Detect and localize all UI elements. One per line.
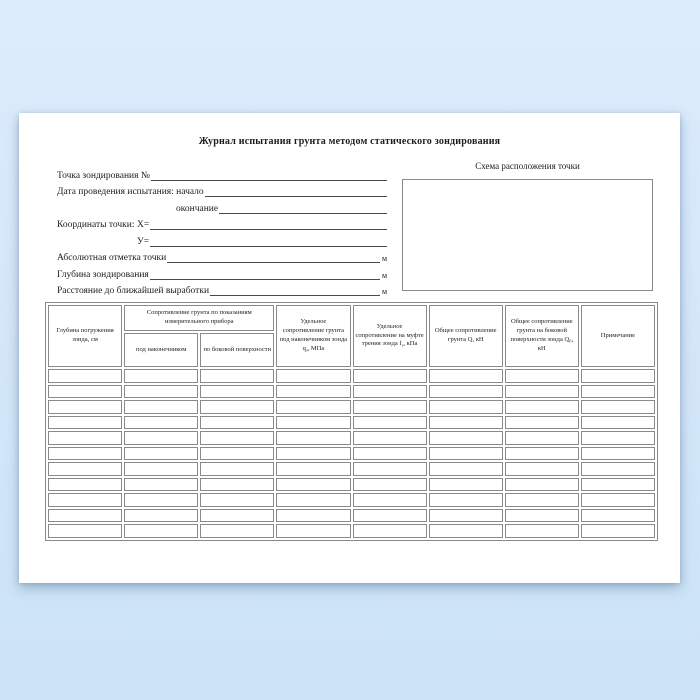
field-row-sounding-depth (57, 264, 387, 281)
table-cell (581, 369, 655, 383)
header-text: Удельное сопротивление на муфте трения зонда f (355, 322, 424, 348)
field-unit: м (381, 287, 387, 296)
table-cell (429, 385, 503, 399)
table-cell (353, 400, 427, 414)
table-row (48, 400, 655, 414)
table-cell (505, 524, 579, 538)
table-row (48, 416, 655, 430)
header-text: , кН (537, 336, 574, 352)
table-cell (353, 369, 427, 383)
header-depth: Глубина погружения зонда, см (48, 305, 122, 367)
table-cell (276, 524, 350, 538)
table-cell (581, 400, 655, 414)
field-label: Дата проведения испытания: начало (57, 187, 204, 197)
table-cell (505, 493, 579, 507)
header-text: Удельное сопротивление грунта под наконечником зонда q (279, 318, 348, 352)
table-cell (200, 462, 274, 476)
header-side-surface: по боковой поверхности (200, 333, 274, 367)
scheme-title: Схема расположения точки (475, 161, 580, 171)
table-body (48, 369, 655, 538)
subscript: з (401, 342, 404, 348)
header-under-tip: под наконечником (124, 333, 198, 367)
table-cell (48, 369, 122, 383)
table-cell (429, 493, 503, 507)
table-cell (124, 524, 198, 538)
header-specific-tip-resistance (276, 305, 350, 367)
table-cell (124, 509, 198, 523)
table-cell (124, 431, 198, 445)
field-blank-line (150, 236, 387, 247)
subscript: з (305, 347, 308, 353)
table-cell (353, 509, 427, 523)
field-unit: м (381, 270, 387, 280)
subscript: б (569, 338, 572, 344)
table-cell (505, 447, 579, 461)
scheme-box (402, 179, 653, 291)
field-blank-line (219, 203, 387, 214)
table-cell (581, 509, 655, 523)
field-blank-line (150, 269, 380, 280)
field-label: Расстояние до ближайшей выработки (57, 286, 210, 296)
header-text: Общее сопротивление грунта на боковой поверхности зонда Q (510, 318, 573, 343)
field-label: окончание (176, 203, 219, 214)
field-unit: м (381, 254, 387, 263)
table-cell (353, 524, 427, 538)
field-variable: У= (137, 236, 150, 247)
table-cell (200, 478, 274, 492)
field-label: Точка зондирования № (57, 170, 150, 181)
table-row (48, 478, 655, 492)
table-cell (505, 400, 579, 414)
table-cell (48, 416, 122, 430)
header-side-surface-resistance (505, 305, 579, 367)
table-cell (200, 416, 274, 430)
table-cell (124, 462, 198, 476)
table-cell (505, 369, 579, 383)
table-cell (124, 478, 198, 492)
field-row-coordinate-x (57, 215, 387, 232)
table-cell (505, 385, 579, 399)
header-total-resistance: Общее сопротивление грунта Q, кН (429, 305, 503, 367)
table-cell (48, 493, 122, 507)
table-cell (276, 462, 350, 476)
table-cell (505, 509, 579, 523)
table-cell (276, 431, 350, 445)
table-row (48, 447, 655, 461)
table-cell (505, 431, 579, 445)
table-row (48, 509, 655, 523)
table-cell (353, 385, 427, 399)
field-row-date-start (57, 182, 387, 199)
table-cell (581, 385, 655, 399)
table-cell (429, 478, 503, 492)
table-cell (276, 493, 350, 507)
table-cell (48, 509, 122, 523)
table-row (48, 385, 655, 399)
table-cell (429, 369, 503, 383)
table-cell (276, 400, 350, 414)
table-row (48, 431, 655, 445)
table-cell (48, 447, 122, 461)
table-cell (200, 431, 274, 445)
table-cell (353, 478, 427, 492)
table-cell (200, 385, 274, 399)
table-cell (124, 493, 198, 507)
table-cell (353, 462, 427, 476)
table-cell (505, 478, 579, 492)
table-cell (581, 478, 655, 492)
table-cell (353, 447, 427, 461)
table-cell (429, 462, 503, 476)
table-cell (124, 447, 198, 461)
table-cell (581, 431, 655, 445)
table-row (48, 524, 655, 538)
field-label: Координаты точки: (57, 220, 135, 230)
document-title: Журнал испытания грунта методом статического зондирования (198, 136, 501, 147)
field-row-date-end (57, 198, 387, 215)
table-cell (429, 447, 503, 461)
header-text: , МПа (307, 344, 325, 352)
field-row-coordinate-y (57, 231, 387, 248)
table-cell (429, 524, 503, 538)
table-header (48, 305, 655, 367)
table-cell (429, 509, 503, 523)
field-blank-line (205, 186, 387, 197)
field-blank-line (151, 170, 387, 181)
header-note: Примечание (581, 305, 655, 367)
table-cell (48, 431, 122, 445)
table-cell (48, 524, 122, 538)
table-row (48, 493, 655, 507)
table-row (48, 462, 655, 476)
field-blank-line (210, 285, 380, 296)
table-cell (124, 385, 198, 399)
table-cell (48, 462, 122, 476)
table-cell (276, 478, 350, 492)
table-cell (429, 416, 503, 430)
table-row (48, 369, 655, 383)
field-label: Глубина зондирования (57, 269, 149, 280)
table-cell (276, 369, 350, 383)
table-cell (200, 493, 274, 507)
field-blank-line (167, 252, 380, 263)
table-cell (581, 493, 655, 507)
table-cell (276, 385, 350, 399)
table-cell (581, 462, 655, 476)
table-cell (48, 385, 122, 399)
table-cell (581, 416, 655, 430)
table-cell (200, 447, 274, 461)
table-cell (200, 400, 274, 414)
table-cell (581, 524, 655, 538)
table-cell (48, 478, 122, 492)
table-cell (505, 462, 579, 476)
field-variable: Х= (137, 220, 150, 230)
table-cell (276, 509, 350, 523)
table-cell (505, 416, 579, 430)
table-cell (200, 369, 274, 383)
table-cell (429, 431, 503, 445)
field-blank-line (150, 219, 387, 230)
header-fields (57, 165, 387, 297)
table-cell (124, 416, 198, 430)
table-cell (276, 447, 350, 461)
field-row-point-number (57, 165, 387, 182)
table-cell (200, 524, 274, 538)
header-friction-sleeve-resistance (353, 305, 427, 367)
field-label: Абсолютная отметка точки (57, 253, 167, 263)
document-sheet (19, 113, 680, 583)
field-row-absolute-mark (57, 248, 387, 265)
table-cell (353, 493, 427, 507)
table-cell (124, 369, 198, 383)
table-cell (48, 400, 122, 414)
table-cell (276, 416, 350, 430)
table-cell (353, 431, 427, 445)
table-cell (353, 416, 427, 430)
table-cell (429, 400, 503, 414)
table-cell (200, 509, 274, 523)
table-cell (581, 447, 655, 461)
table-cell (124, 400, 198, 414)
header-text: , кПа (403, 340, 418, 348)
sounding-table (45, 302, 658, 541)
field-row-nearest-working (57, 281, 387, 298)
header-resistance-group: Сопротивление грунта по показаниям измерительного прибора (124, 305, 274, 331)
